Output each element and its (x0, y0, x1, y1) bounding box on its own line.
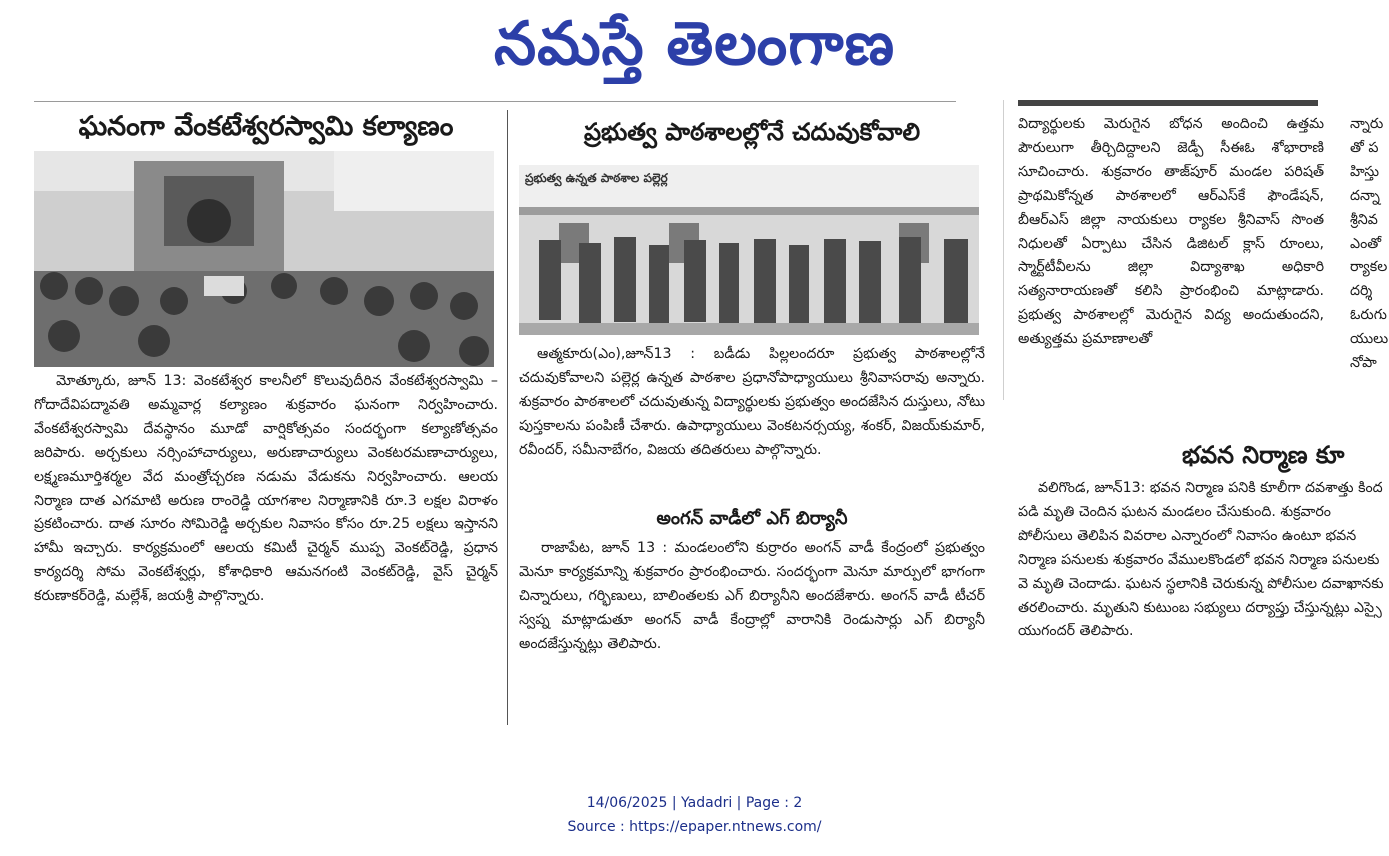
article-headline: భవన నిర్మాణ కూ (1182, 441, 1345, 469)
article-digital-classroom (1018, 113, 1324, 352)
photo-temple-ceremony (34, 151, 494, 367)
article-construction-death (1018, 435, 1389, 644)
edge-fragment: ఓరుగు (1350, 307, 1387, 324)
edge-fragment: ఎంతో (1350, 235, 1382, 252)
article-body: మోత్కూరు, జూన్ 13: వెంకటేశ్వర కాలనీలో కొలువుదీరిన వేంకటేశ్వరస్వామి –గోదాదేవిపద్మావతి అమ్మవార్ల కల్యాణం శుక్రవారం ఘనంగా నిర్వహించారు. వేంకటేశ్వరస్వామి దేవస్థానం మూడో వార్షికోత్సవం సందర్భంగా కల్యాణోత్సవం జరిపారు. అర్చకులు నర్సింహాచార్యులు, అరుణాచార్యులు వెంకటరమణాచార్యులు, లక్ష్మణమూర్తిశర్మల వేద మంత్రోచ్చరణ నడుమ వేడుకను నిర్వహించారు. ఆలయ నిర్మాణ దాత ఎగమాటి అరుణ రాంరెడ్డి యాగశాల నిర్మాణానికి రూ.3 లక్షల విరాళం ప్రకటించారు. దాత సూరం సోమిరెడ్డి అర్చకుల నివాసం కోసం రూ.25 లక్షలు ఇస్తానని హామీ ఇచ్చారు. కార్యక్రమంలో ఆలయ కమిటీ చైర్మన్ ముప్ప వెంకట్‌రెడ్డి, ప్రధాన కార్యదర్శి సోమ వెంకటేశ్వర్లు, కోశాధికారి ఆమనగంటి వెంకట్‌రెడ్డి, వైస్ చైర్మన్ కరుణాకర్‌రెడ్డి, మల్లేశ్, జయశ్రీ పాల్గొన్నారు. (34, 373, 498, 605)
photo-school-students-image (519, 165, 979, 335)
article-govt-schools (519, 114, 985, 150)
article-body: వలిగొండ, జూన్13: భవన నిర్మాణ పనికి కూలీగా దవశాత్తు కింద పడి మృతి చెందిన ఘటన మండలం చేసుకుంది. శుక్రవారం పోలీసులు తెలిపిన వివరాల ఎన్నారంలో నివాసం ఉంటూ భవన నిర్మాణ పనులకు శుక్రవారం వేములకొండలో భవన నిర్మాణ పనులకు వె మృతి చెందాడు. ఘటన స్థలానికి చెరుకున్న పోలీసుల దవాఖానకు తరలించారు. మృతుని కుటుంబ సభ్యులు దర్యాప్తు చేస్తున్నట్లు ఎస్సై యుగందర్ తెలిపారు. (1018, 480, 1384, 640)
column-divider (1003, 100, 1004, 400)
article-headline: అంగన్ వాడీలో ఎగ్ బిర్యానీ (656, 508, 848, 529)
edge-fragment: నోపా (1350, 355, 1377, 372)
edge-fragment: యులు (1350, 331, 1389, 348)
article-headline: ప్రభుత్వ పాఠశాలల్లోనే చదువుకోవాలి (583, 118, 921, 146)
photo-temple-ceremony-image (34, 151, 494, 367)
article-body: ఆత్మకూరు(ఎం),జూన్13 : బడీడు పిల్లలందరూ ప్రభుత్వ పాఠశాలల్లోనే చదువుకోవాలని పల్లెర్ల ఉన్నత పాఠశాల ప్రధానోపాధ్యాయులు శ్రీనివాసరావు అన్నారు. శుక్రవారం పాఠశాలలో చదువుతున్న విద్యార్థులకు ప్రభుత్వం అందజేసిన దుస్తులు, నోటు పుస్తకాలను పంపిణీ చేశారు. ఉపాధ్యాయులు వెంకటనర్సయ్య, శంకర్, విజయ్‌కుమార్, రవీందర్, సమీనాబేగం, విజయ తదితరులు పాల్గొన్నారు. (519, 346, 985, 458)
edge-fragment: దన్నా (1350, 187, 1380, 204)
edge-fragment: న్నారు (1350, 116, 1384, 132)
article-continued-top (1018, 92, 1324, 110)
edge-fragment: ర్యాకల (1350, 259, 1388, 276)
masthead-logo: నమస్తే తెలంగాణ (493, 9, 896, 79)
edge-fragment: తో ప (1350, 139, 1379, 156)
article-govt-schools-body-wrap (519, 343, 985, 463)
column-divider (507, 110, 508, 725)
article-anganwadi (519, 508, 985, 657)
edge-fragment: హిస్తు (1350, 163, 1380, 180)
masthead (0, 0, 1389, 92)
footer-source[interactable]: Source : https://epaper.ntnews.com/ (567, 819, 822, 835)
article-body: రాజాపేట, జూన్ 13 : మండలంలోని కుర్రారం అంగన్ వాడీ కేంద్రంలో ప్రభుత్వం మెనూ కార్యక్రమాన్ని శుక్రవారం ప్రారంభించారు. సందర్భంగా మెనూ మార్పులో భాగంగా చిన్నారులు, గర్భిణులు, బాలింతలకు ఎగ్ బిర్యానీని అందజేశారు. అంగన్ వాడీ టీచర్ స్వప్న మాట్లాడుతూ అంగన్ వాడీ కేంద్రాల్లో వారానికి రెండుసార్లు ఎగ్ బిర్యానీ అందజేస్తున్నట్లు తెలిపారు. (519, 540, 985, 652)
photo-school-signboard: ప్రభుత్వ ఉన్నత పాఠశాల పల్లెర్ల (525, 171, 668, 185)
article-temple-body-wrap (34, 370, 498, 609)
masthead-rule (34, 101, 956, 102)
cropped-text-line (1018, 100, 1318, 106)
article-temple-kalyanam (34, 108, 498, 146)
photo-school-students (519, 165, 979, 335)
article-body: విద్యార్థులకు మెరుగైన బోధన అందించి ఉత్తమ పౌరులుగా తీర్చిదిద్దాలని జెడ్పీ సీఈఓ శోభారాణి సూచించారు. శుక్రవారం తాజ్‌పూర్ మండల పరిషత్ ప్రాథమికోన్నత పాఠశాలలో ఆర్ఎస్‌కే ఫౌండేషన్, బీఆర్ఎస్ జిల్లా నాయకులు ర్యాకల శ్రీనివాస్ సొంత నిధులతో ఏర్పాటు చేసిన డిజిటల్ క్లాస్ రూంలు, స్మార్ట్‌టీవీలను జిల్లా విద్యాశాఖ అధికారి సత్యనారాయణతో కలిసి ప్రారంభించి మాట్లాడారు. ప్రభుత్వ పాఠశాలల్లో మెరుగైన విద్య అందుతుందని, అత్యుత్తమ ప్రమాణాలతో (1018, 116, 1324, 348)
edge-fragment: శ్రీనివ (1350, 211, 1378, 228)
article-headline: ఘనంగా వేంకటేశ్వరస్వామి కల్యాణం (78, 111, 454, 142)
edge-fragment: దర్శి (1350, 283, 1373, 300)
footer-edition-info: 14/06/2025 | Yadadri | Page : 2 (586, 795, 803, 811)
edge-column-fragments (1350, 113, 1389, 376)
